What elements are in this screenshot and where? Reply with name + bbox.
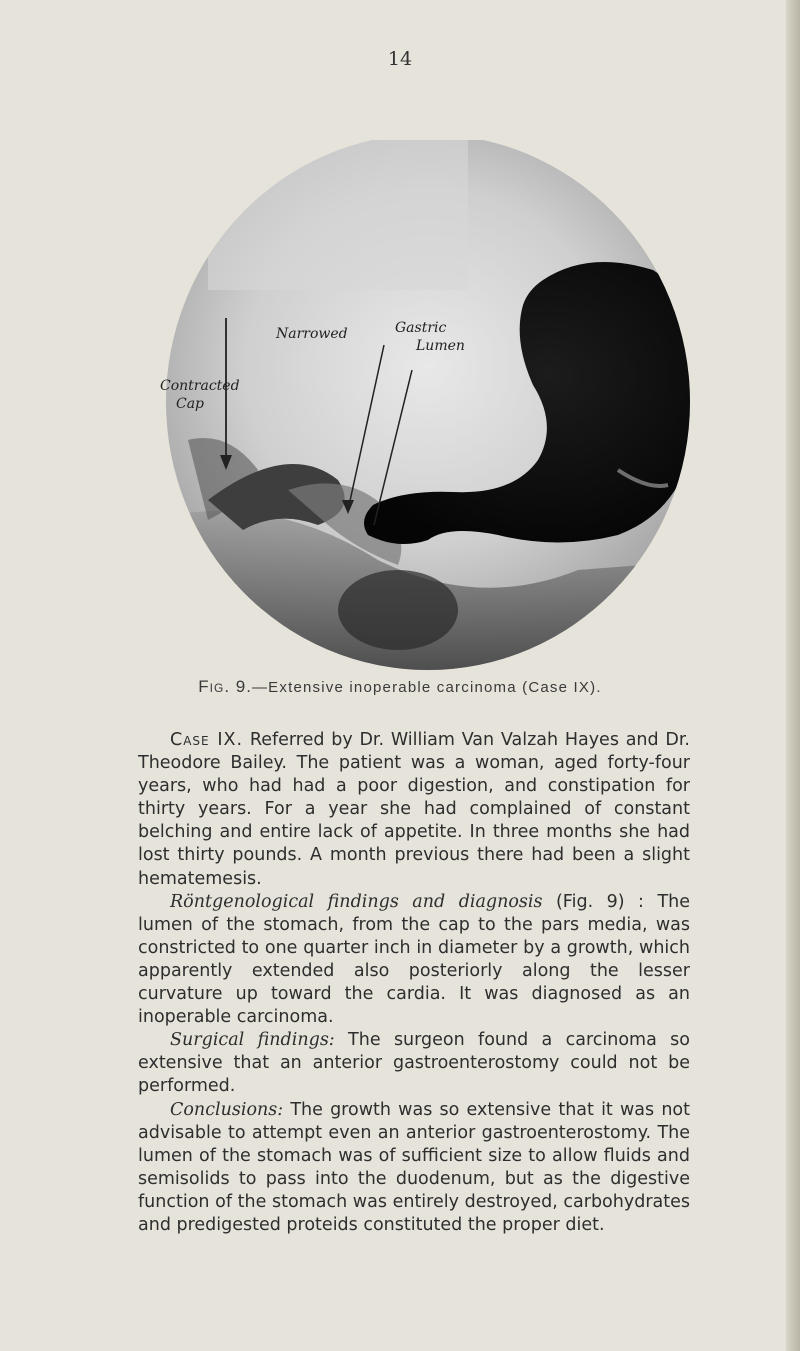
case-intro: Referred by Dr. William Van Valzah Hayes and Dr. Theodore Bailey. The patient was a woman, aged forty-four years, who had had a poor digestion, and constipation for thirty years. For a year she had complained of constant belching and entire lack of appetite. In three months she had lost thirty pounds. A month previous there had been a slight hematemesis. (138, 730, 690, 889)
conclusions-heading: Conclusions: (170, 1099, 284, 1120)
figure-label: Fig. 9. (198, 677, 252, 696)
figure-caption-text: —Extensive inoperable carcinoma (Case IX). (251, 679, 602, 696)
body-text (138, 729, 690, 1237)
surgical-body: The surgeon found a carcinoma so extensive that an anterior gastroenterostomy could not be performed. (138, 1030, 690, 1097)
label-contracted: Contracted (160, 378, 240, 394)
xray-image (148, 140, 708, 680)
rontgen-body: (Fig. 9) : The lumen of the stomach, from the cap to the pars media, was constricted to one quarter inch in diameter by a growth, which apparently extended also posteriorly along the lesser curvature up toward the cardia. It was diagnosed as an inoperable carcinoma. (138, 891, 690, 1028)
label-gastric: Gastric (395, 320, 447, 336)
page-edge (786, 0, 800, 1351)
paragraph-conclusions (138, 1099, 690, 1238)
xray-figure (148, 140, 708, 680)
paragraph-case (138, 729, 690, 891)
figure-caption (0, 677, 800, 697)
surgical-heading: Surgical findings: (170, 1030, 335, 1051)
label-narrowed: Narrowed (276, 326, 348, 342)
label-cap: Cap (176, 396, 205, 412)
conclusions-body: The growth was so extensive that it was not advisable to attempt even an anterior gastroenterostomy. The lumen of the stomach was of sufficient size to allow fluids and semisolids to pass into the duodenum, but as the digestive function of the stomach was entirely destroyed, carbohydrates and predigested proteids constituted the proper diet. (138, 1099, 690, 1235)
paragraph-surgical (138, 1029, 690, 1098)
page-number: 14 (387, 48, 413, 70)
case-heading: Case IX. (170, 730, 244, 750)
label-lumen: Lumen (416, 338, 465, 354)
rontgen-heading: Röntgenological findings and diagnosis (170, 891, 543, 912)
paragraph-rontgen (138, 891, 690, 1030)
